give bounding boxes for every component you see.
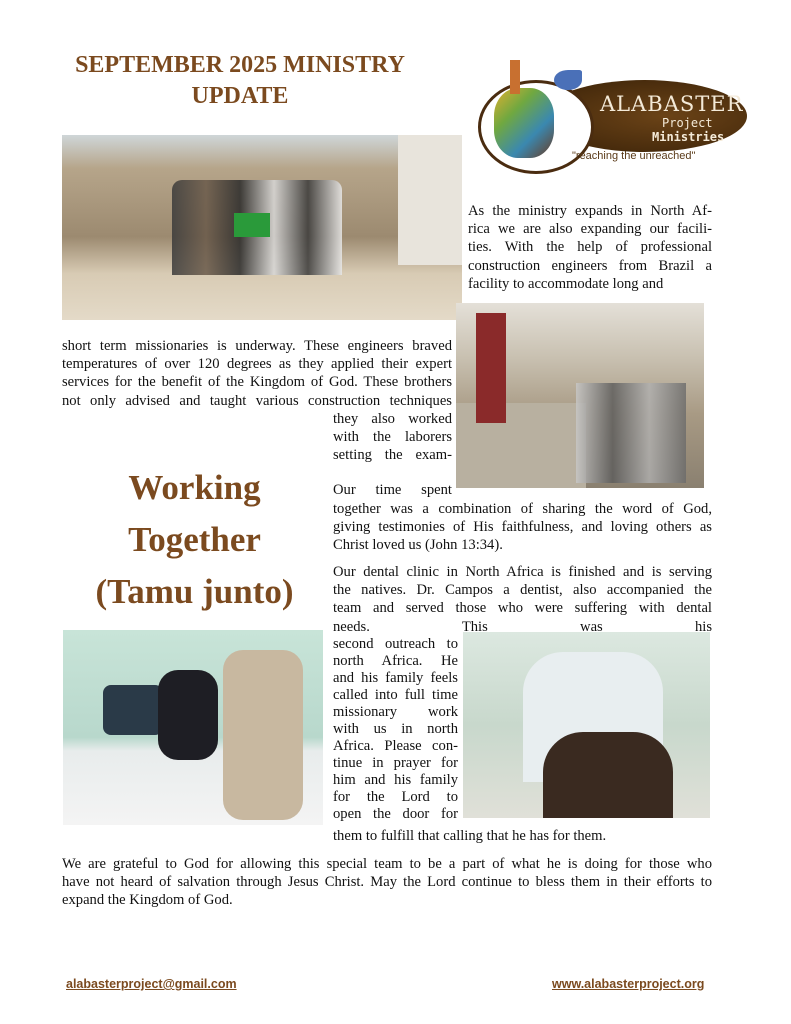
text-block-combination — [333, 500, 712, 555]
page-title-line1: SEPTEMBER 2025 MINISTRY — [75, 52, 405, 78]
text-line: with the laborers — [333, 429, 452, 446]
logo-name: ALABASTER — [600, 92, 744, 116]
logo-tagline: "reaching the unreached" — [572, 150, 696, 162]
photo-dental-chair — [63, 630, 323, 825]
text-line: temperatures of over 120 degrees as they applied their expert — [62, 356, 452, 373]
text-line: they also worked — [333, 411, 452, 427]
text-line: rica we are also expanding our facili- — [468, 221, 712, 238]
feature-heading-line2: Together — [128, 520, 261, 559]
ministry-logo — [472, 58, 757, 173]
text-line: ties. With the help of professional — [468, 239, 712, 256]
text-line: expand the Kingdom of God. — [62, 892, 233, 909]
text-line: open the door for — [333, 806, 458, 822]
photo-bricklaying — [456, 303, 704, 488]
text-line: construction engineers from Brazil a — [468, 257, 712, 274]
text-line: and his family feels — [333, 670, 458, 686]
text-line: for the Lord to — [333, 789, 458, 805]
text-line: Christ loved us (John 13:34). — [333, 537, 503, 554]
feature-heading-line1: Working — [128, 468, 261, 507]
text-line: Our dental clinic in North Africa is finished and is serving — [333, 564, 712, 580]
footer-email-link[interactable]: alabasterproject@gmail.com — [66, 977, 237, 991]
text-line: giving testimonies of His faithfulness, and loving others as — [333, 519, 712, 536]
text-line: him and his family — [333, 772, 458, 788]
text-block-engineers — [62, 337, 452, 410]
text-line: missionary work — [333, 704, 458, 720]
text-line: We are grateful to God for allowing this special team to be a part of what he is doing for those who — [62, 856, 712, 872]
text-block-ministry-expands — [468, 202, 712, 293]
text-line: them to fulfill that calling that he has for them. — [333, 828, 607, 844]
text-line: short term missionaries is underway. These engineers braved — [62, 338, 452, 354]
feature-heading-line3: (Tamu junto) — [95, 572, 294, 611]
photo-dentist-treating — [463, 632, 710, 818]
page-title-line2: UPDATE — [191, 83, 289, 109]
text-line: facility to accommodate long and — [468, 275, 664, 292]
footer-website-link[interactable]: www.alabasterproject.org — [552, 977, 705, 991]
text-line: Africa. Please con- — [333, 738, 458, 754]
photo-engineers-group — [62, 135, 462, 320]
text-line: called into full time — [333, 687, 458, 703]
text-line: services for the benefit of the Kingdom of God. These brothers — [62, 374, 452, 391]
text-line: not only advised and taught various construction techniques — [62, 392, 452, 409]
text-block-grateful — [62, 855, 712, 910]
text-block-our-time — [333, 481, 452, 499]
text-block-laborers — [333, 410, 452, 465]
text-line: setting the exam- — [333, 447, 452, 464]
text-line: Our time spent — [333, 482, 452, 498]
text-line: with us in north — [333, 721, 458, 737]
logo-sub1: Project — [662, 116, 713, 130]
text-block-dental-clinic — [333, 563, 712, 636]
text-line: the natives. Dr. Campos a dentist, also accompanied the — [333, 582, 712, 599]
text-block-calling — [333, 827, 712, 845]
text-line: tinue in prayer for — [333, 755, 458, 771]
text-block-outreach — [333, 636, 458, 823]
text-line: north Africa. He — [333, 653, 458, 669]
text-line: have not heard of salvation through Jesus Christ. May the Lord continue to bless them in their efforts to — [62, 874, 712, 891]
logo-sub2: Ministries — [652, 130, 725, 144]
text-line: together was a combination of sharing the word of God, — [333, 501, 712, 517]
text-line: As the ministry expands in North Af- — [468, 203, 712, 219]
text-line: needs. This was his — [333, 618, 712, 635]
text-line: team and served those who were suffering with dental — [333, 600, 712, 617]
text-line: second outreach to — [333, 636, 458, 652]
